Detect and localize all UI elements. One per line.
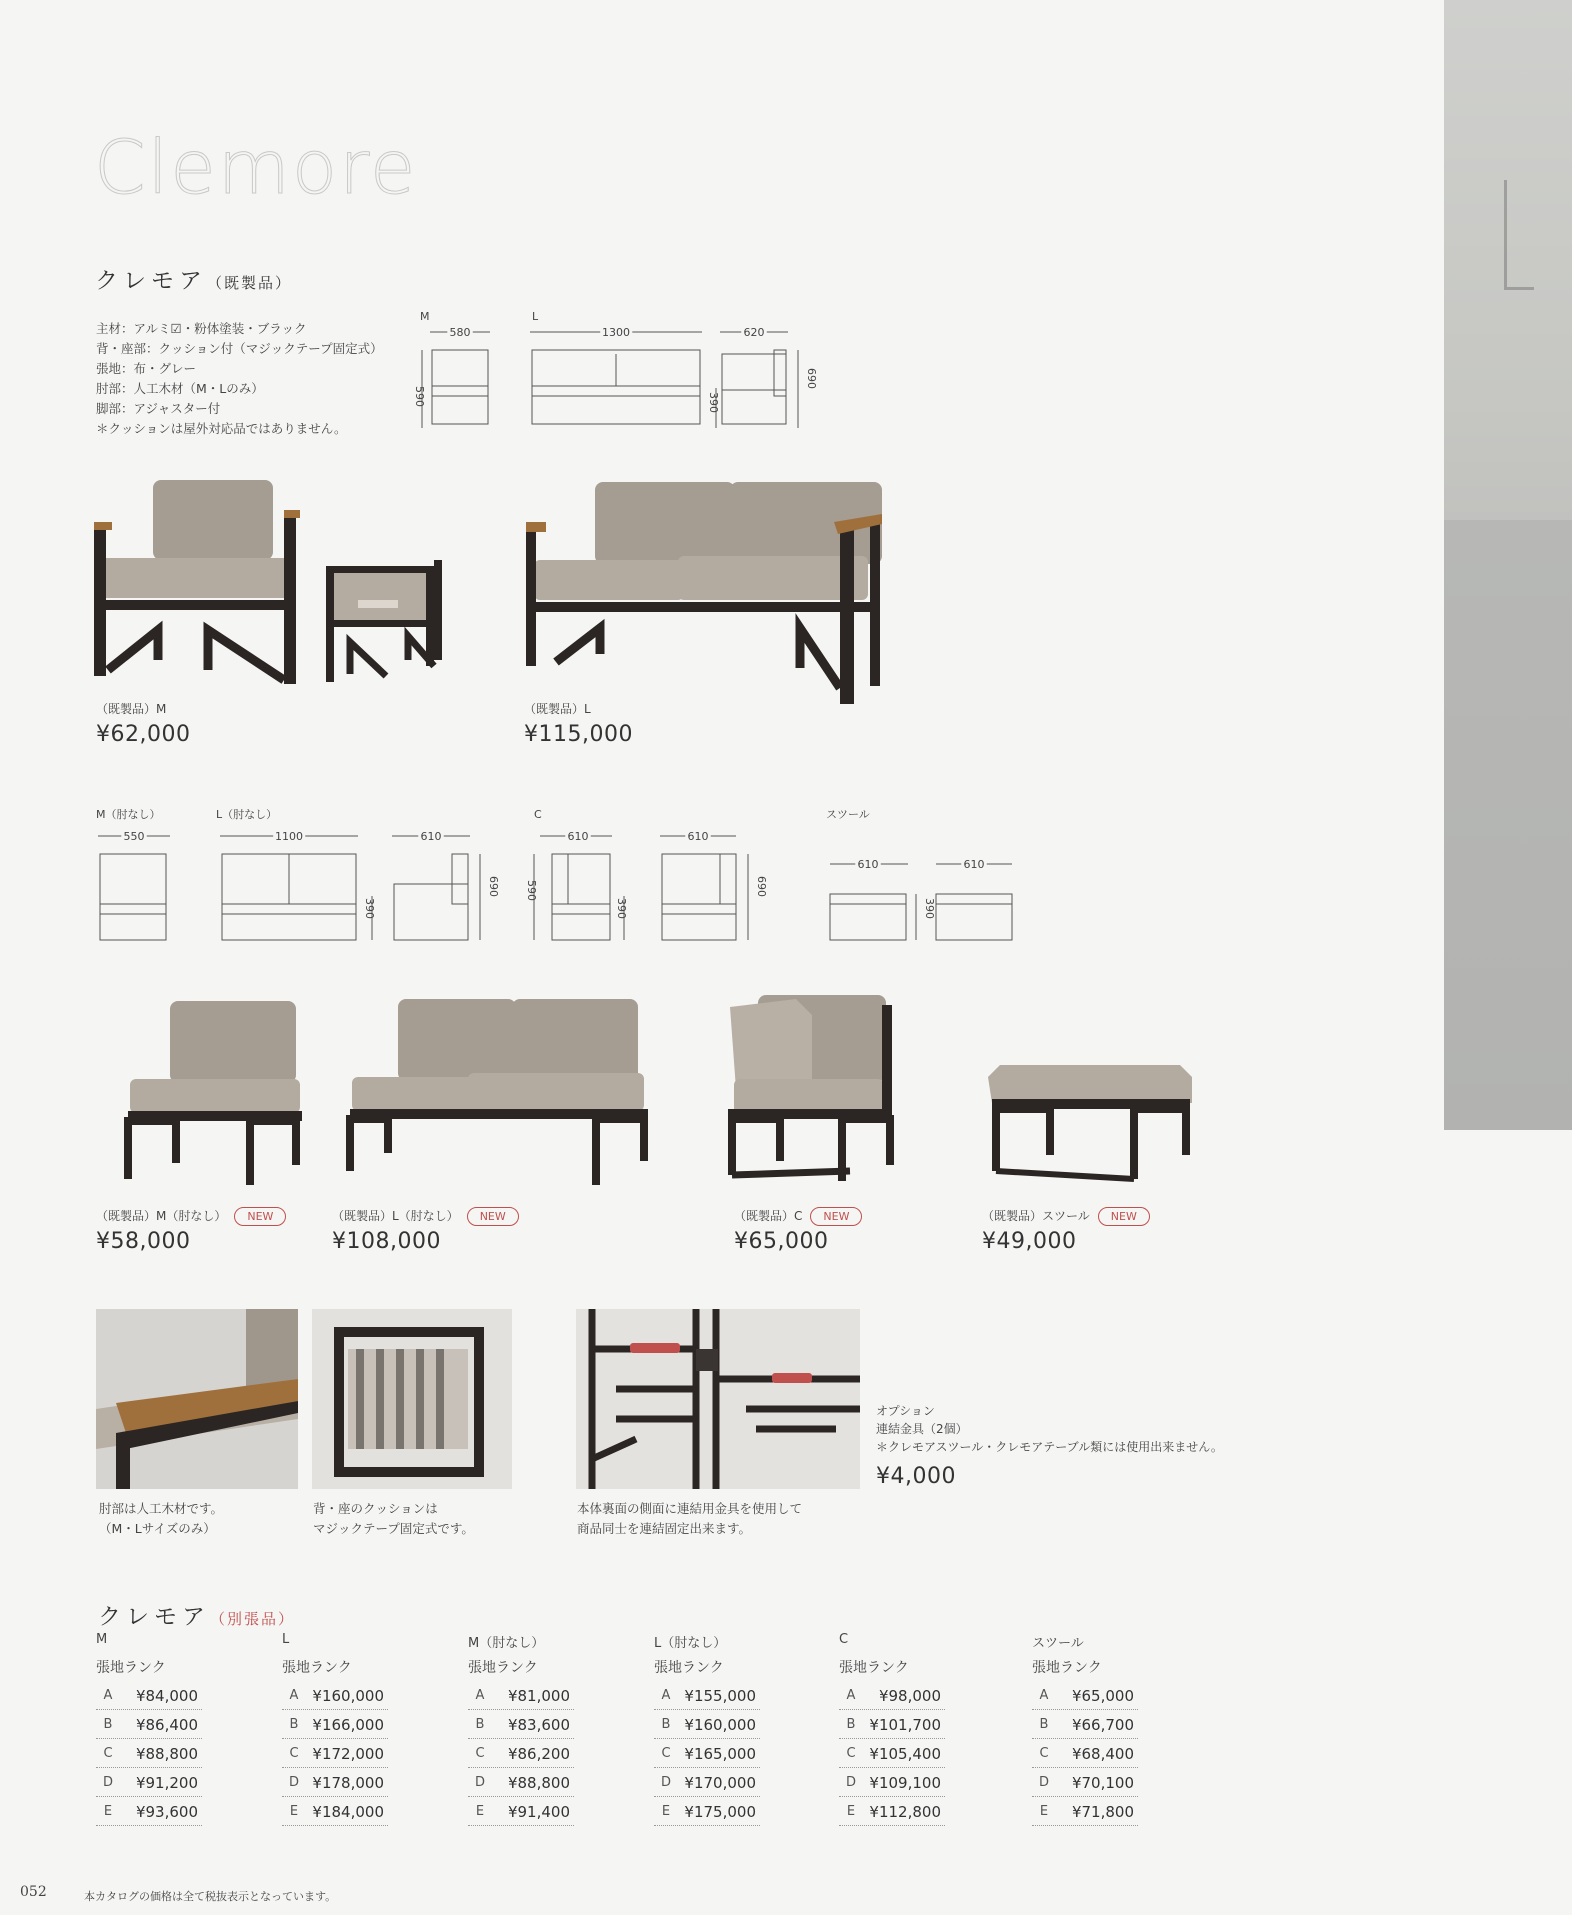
detail-caption-cushion [313,1499,474,1539]
product-c-label-text: （既製品）C [734,1209,803,1223]
rank-letter: D [474,1775,485,1790]
rank-price: ¥160,000 [684,1715,756,1734]
product-photo-l [520,478,890,708]
price-row [654,1769,760,1797]
rank-price: ¥175,000 [684,1802,756,1821]
price-row [96,1682,202,1710]
caption-line: 本体裏面の側面に連結用金具を使用して [577,1501,803,1516]
rank-letter: D [288,1775,299,1790]
price-row [839,1682,945,1710]
rank-letter: B [1039,1717,1049,1732]
rank-heading: 張地ランク [839,1660,909,1676]
rank-letter: C [103,1746,113,1761]
product-stool-label [982,1207,1150,1226]
rank-price: ¥91,400 [507,1802,570,1821]
stool-image [988,1065,1192,1179]
section-title-sub: （既製品） [207,274,293,292]
price-row [282,1798,388,1826]
dim-c-label: C [534,808,542,821]
price-row [282,1740,388,1768]
connector-image [576,1309,860,1489]
sofa-m-back-image [326,560,442,682]
rank-price: ¥178,000 [312,1773,384,1792]
product-m-label: （既製品）M [96,702,167,716]
rank-letter: A [289,1688,299,1703]
rank-letter: D [1038,1775,1049,1790]
product-l-noarm-label-text: （既製品）L（肘なし） [332,1209,459,1223]
floor-area [1444,520,1572,1130]
option-note: ＊クレモアスツール・クレモアテーブル類には使用出来ません。 [876,1440,1223,1454]
dim-c-seat: 390 [615,898,628,919]
page-number: 052 [20,1884,47,1900]
rank-letter: B [661,1717,671,1732]
caption-line: 背・座のクッションは [313,1501,438,1516]
price-row [1032,1769,1138,1797]
price-row [654,1740,760,1768]
product-c-price: ¥65,000 [734,1229,829,1254]
rank-letter: A [661,1688,671,1703]
detail-photo-connector [576,1309,860,1489]
rank-letter: C [1039,1746,1049,1761]
sofa-l-noarm-image [350,999,648,1185]
price-row [839,1711,945,1739]
rank-price: ¥172,000 [312,1744,384,1763]
rank-letter: C [846,1746,856,1761]
dim-c-width: 610 [567,830,589,843]
rank-letter: E [289,1804,299,1819]
rank-price: ¥65,000 [1071,1686,1134,1705]
price-column-name: L（肘なし） [654,1636,727,1651]
price-column-name: C [839,1632,849,1647]
footer-note: 本カタログの価格は全て税抜表示となっています。 [84,1890,337,1903]
new-badge: NEW [1098,1207,1150,1226]
rank-letter: A [103,1688,113,1703]
dim-mid-seat: 390 [363,898,376,919]
product-photo-m-set [88,470,478,690]
detail-caption-armrest [99,1499,223,1539]
rank-letter: A [475,1688,485,1703]
dim-l-width: 1300 [602,326,630,339]
option-title: オプション [876,1404,935,1418]
caption-line: （M・Lサイズのみ） [99,1521,216,1536]
detail-photo-armrest [96,1309,298,1489]
detail-photo-cushion [312,1309,512,1489]
option-item: 連結金具（2個） [876,1422,968,1436]
price-row [96,1711,202,1739]
cushion-underside-image [312,1309,512,1489]
rank-price: ¥81,000 [507,1686,570,1705]
rank-heading: 張地ランク [282,1660,352,1676]
price-row [468,1769,574,1797]
rank-price: ¥165,000 [684,1744,756,1763]
product-l-noarm-label [332,1207,519,1226]
price-column-name: M [96,1632,108,1647]
rank-price: ¥84,000 [135,1686,198,1705]
dim-l-label: L [532,310,539,323]
rank-letter: C [475,1746,485,1761]
dim-m-width: 580 [449,326,471,339]
dim-stool-height: 390 [923,898,936,919]
dimension-drawing-mid [90,800,1020,950]
rank-letter: E [846,1804,856,1819]
new-badge: NEW [234,1207,286,1226]
dim-c-height: 590 [525,880,538,901]
section-title-custom [98,1598,295,1631]
price-row [282,1769,388,1797]
rank-heading: 張地ランク [654,1660,724,1676]
section-title-text: クレモア [95,268,207,294]
price-row [839,1740,945,1768]
rank-letter: C [289,1746,299,1761]
price-row [96,1798,202,1826]
armrest-closeup-image [96,1309,298,1489]
rank-letter: B [475,1717,485,1732]
rank-price: ¥184,000 [312,1802,384,1821]
rank-price: ¥83,600 [507,1715,570,1734]
spec-arm: 肘部：人工木材（M・Lのみ） [96,381,264,396]
price-row [839,1798,945,1826]
detail-caption-connector [577,1499,802,1539]
product-m-price: ¥62,000 [96,722,191,747]
rank-price: ¥155,000 [684,1686,756,1705]
price-column-name: M（肘なし） [468,1636,545,1651]
spec-list [96,319,383,439]
rank-price: ¥68,400 [1071,1744,1134,1763]
dim-depth: 620 [743,326,765,339]
rank-letter: E [475,1804,485,1819]
dim-m-height: 590 [413,386,426,407]
rank-letter: E [1039,1804,1049,1819]
rank-price: ¥101,700 [869,1715,941,1734]
product-l-price: ¥115,000 [524,722,633,747]
option-price: ¥4,000 [876,1464,956,1489]
dimension-drawing-top [410,310,820,440]
sofa-m-image [94,480,300,684]
price-row [1032,1798,1138,1826]
rank-price: ¥91,200 [135,1773,198,1792]
rank-letter: B [289,1717,299,1732]
price-row [96,1769,202,1797]
product-m-noarm-label [96,1207,286,1226]
rank-price: ¥88,800 [135,1744,198,1763]
rank-price: ¥66,700 [1071,1715,1134,1734]
spec-leg: 脚部：アジャスター付 [96,401,221,416]
sofa-l-image [526,482,882,704]
price-column-name: L [282,1632,290,1647]
price-row [654,1711,760,1739]
dim-c-total: 690 [755,876,768,897]
price-row [1032,1740,1138,1768]
price-row [282,1711,388,1739]
product-m-noarm-label-text: （既製品）M（肘なし） [96,1209,227,1223]
new-badge: NEW [810,1207,862,1226]
rank-letter: D [660,1775,671,1790]
caption-line: 商品同士を連結固定出来ます。 [577,1521,752,1536]
wall-mark [1504,180,1534,290]
price-row [839,1769,945,1797]
product-photos-mid [120,995,1210,1195]
rank-price: ¥86,400 [135,1715,198,1734]
spec-cushion: 背・座部：クッション付（マジックテープ固定式） [96,341,383,356]
rank-heading: 張地ランク [96,1660,166,1676]
rank-price: ¥88,800 [507,1773,570,1792]
rank-letter: C [661,1746,671,1761]
rank-letter: B [103,1717,113,1732]
rank-letter: D [102,1775,113,1790]
rank-price: ¥160,000 [312,1686,384,1705]
dim-stool-label: スツール [826,808,870,821]
price-row [468,1740,574,1768]
dim-stool-width: 610 [857,858,879,871]
rank-letter: E [661,1804,671,1819]
caption-line: 肘部は人工木材です。 [99,1501,224,1516]
sofa-c-image [728,995,892,1181]
rank-price: ¥70,100 [1071,1773,1134,1792]
rank-price: ¥105,400 [869,1744,941,1763]
dim-stool-depth: 610 [963,858,985,871]
dim-l-noarm-width: 1100 [275,830,303,843]
section-title-ready [95,262,292,295]
dim-m-label: M [420,310,430,323]
price-row [1032,1682,1138,1710]
price-row [1032,1711,1138,1739]
rank-price: ¥93,600 [135,1802,198,1821]
price-row [468,1798,574,1826]
price-row [282,1682,388,1710]
dim-m-noarm-width: 550 [123,830,145,843]
sofa-m-noarm-image [128,1001,302,1185]
section-title-sub: （別張品） [210,1610,296,1628]
price-row [654,1798,760,1826]
product-stool-price: ¥49,000 [982,1229,1077,1254]
rank-price: ¥71,800 [1071,1802,1134,1821]
price-row [654,1682,760,1710]
rank-price: ¥166,000 [312,1715,384,1734]
dim-mid-total: 690 [487,876,500,897]
background-photo [1444,0,1572,1130]
dim-seat-height: 390 [707,392,720,413]
rank-price: ¥109,100 [869,1773,941,1792]
price-row [96,1740,202,1768]
product-c-label [734,1207,862,1226]
option-block [876,1402,1223,1456]
rank-heading: 張地ランク [468,1660,538,1676]
rank-letter: E [103,1804,113,1819]
rank-letter: B [846,1717,856,1732]
dim-total-height: 690 [805,368,818,389]
new-badge: NEW [467,1207,519,1226]
rank-letter: A [846,1688,856,1703]
rank-price: ¥170,000 [684,1773,756,1792]
spec-material: 主材：アルミ☑・粉体塗装・ブラック [96,321,307,336]
rank-letter: D [845,1775,856,1790]
dim-mid-depth: 610 [420,830,442,843]
product-l-noarm-price: ¥108,000 [332,1229,441,1254]
product-l-label: （既製品）L [524,702,591,716]
price-row [468,1682,574,1710]
rank-letter: A [1039,1688,1049,1703]
dim-m-noarm-label: M（肘なし） [96,808,161,821]
spec-note: ＊クッションは屋外対応品ではありません。 [96,421,347,436]
product-stool-label-text: （既製品）スツール [982,1209,1090,1223]
brand-title: Clemore [94,125,418,211]
product-m-noarm-price: ¥58,000 [96,1229,191,1254]
dim-l-noarm-label: L（肘なし） [216,808,278,821]
rank-price: ¥112,800 [869,1802,941,1821]
rank-price: ¥86,200 [507,1744,570,1763]
price-row [468,1711,574,1739]
rank-price: ¥98,000 [878,1686,941,1705]
dim-c-depth: 610 [687,830,709,843]
spec-fabric: 張地：布・グレー [96,361,197,376]
rank-heading: 張地ランク [1032,1660,1102,1676]
caption-line: マジックテープ固定式です。 [313,1521,474,1536]
section-title-text: クレモア [98,1604,210,1630]
price-column-name: スツール [1032,1636,1084,1651]
